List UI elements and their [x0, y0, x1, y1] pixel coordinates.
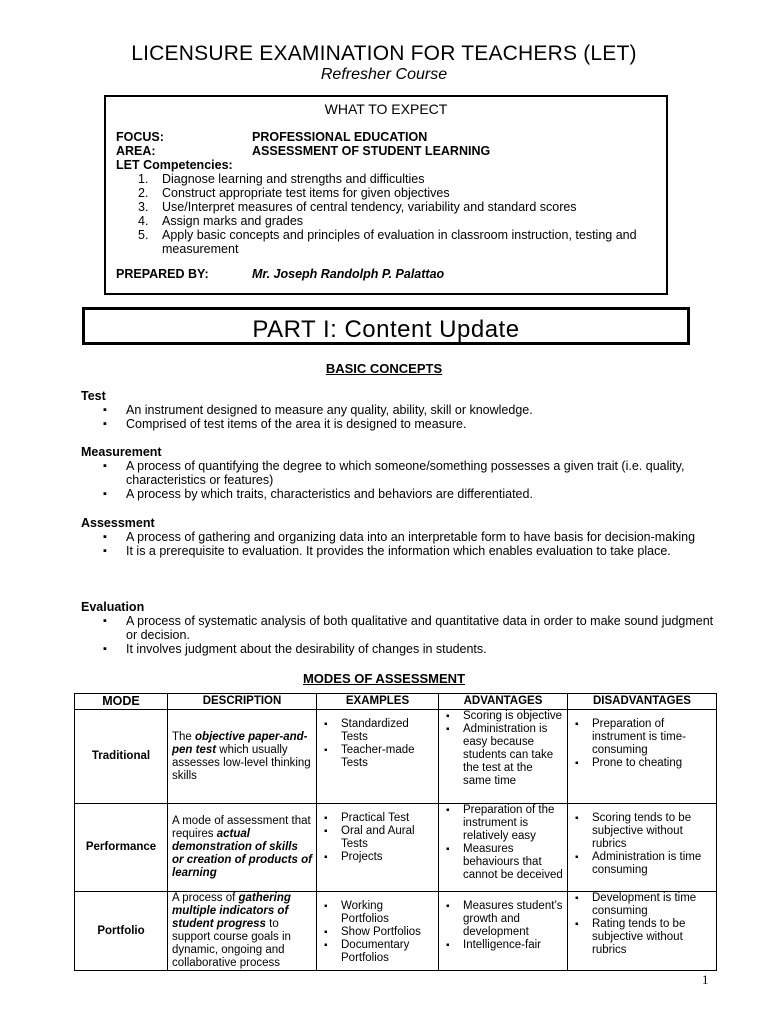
focus-row [116, 130, 428, 144]
column-header: EXAMPLES [317, 694, 439, 710]
advantages-cell [439, 892, 568, 971]
prepared-by-row [116, 267, 445, 281]
concept-point: ▪ Comprised of test items of the area it is designed to measure. [81, 417, 721, 431]
column-header: DESCRIPTION [168, 694, 317, 710]
competency-item: 1. Diagnose learning and strengths and difficulties [138, 172, 425, 186]
list-item: ▪ Working Portfolios [321, 900, 434, 926]
concept-point: ▪ A process by which traits, characteristics and behaviors are differentiated. [81, 487, 721, 501]
mode-cell: Portfolio [75, 892, 168, 971]
area-value: ASSESSMENT OF STUDENT LEARNING [252, 144, 491, 158]
table-row [75, 710, 717, 804]
competencies-list [116, 172, 661, 256]
disadvantages-cell [568, 710, 717, 804]
modes-of-assessment-table [74, 693, 717, 971]
list-item: ▪ Practical Test [321, 812, 434, 825]
competency-item: 3. Use/Interpret measures of central tendency, variability and standard scores [138, 200, 577, 214]
list-item: ▪ Scoring is objective [443, 710, 563, 723]
list-item: ▪ Documentary Portfolios [321, 939, 434, 965]
description-cell: A process of gathering multiple indicators of student progress to support course goals in dynamic, ongoing and collaborative process [168, 892, 317, 971]
competency-item: 5. Apply basic concepts and principles of evaluation in classroom instruction, testing and measurement [138, 228, 637, 256]
document-title: LICENSURE EXAMINATION FOR TEACHERS (LET) [131, 42, 637, 65]
list-item: ▪ Rating tends to be subjective without rubrics [572, 918, 712, 957]
mode-cell: Performance [75, 804, 168, 892]
description-cell: The objective paper-and-pen test which usually assesses low-level thinking skills [168, 710, 317, 804]
focus-label: FOCUS: [116, 130, 164, 144]
examples-cell [317, 892, 439, 971]
list-item: ▪ Administration is time consuming [572, 851, 712, 877]
competencies-label: LET Competencies: [116, 158, 233, 172]
competency-item: 2. Construct appropriate test items for given objectives [138, 186, 450, 200]
table-row [75, 804, 717, 892]
mode-cell: Traditional [75, 710, 168, 804]
concept-point: ▪ An instrument designed to measure any quality, ability, skill or knowledge. [81, 403, 721, 417]
table-header-row [75, 694, 717, 710]
concept-assessment [81, 516, 721, 558]
what-to-expect-box [104, 95, 668, 295]
concept-point: ▪ A process of gathering and organizing data into an interpretable form to have basis for decision-making [81, 530, 721, 544]
list-item: ▪ Show Portfolios [321, 926, 434, 939]
concept-point: ▪ A process of systematic analysis of both qualitative and quantitative data in order to make sound judgment or decision. [81, 614, 721, 642]
list-item: ▪ Development is time consuming [572, 892, 712, 918]
examples-cell [317, 804, 439, 892]
list-item: ▪ Administration is easy because students can take the test at the same time [443, 723, 563, 788]
what-to-expect-heading: WHAT TO EXPECT [324, 101, 448, 117]
description-cell: A mode of assessment that requires actual demonstration of skills or creation of products of learning [168, 804, 317, 892]
concept-measurement [81, 445, 721, 501]
list-item: ▪ Intelligence-fair [443, 939, 563, 952]
list-item: ▪ Projects [321, 851, 434, 864]
modes-of-assessment-heading: MODES OF ASSESSMENT [302, 671, 466, 686]
column-header: DISADVANTAGES [568, 694, 717, 710]
concept-term: Evaluation [81, 600, 145, 614]
list-item: ▪ Measures behaviours that cannot be deceived [443, 843, 563, 882]
column-header: ADVANTAGES [439, 694, 568, 710]
examples-cell [317, 710, 439, 804]
basic-concepts-heading: BASIC CONCEPTS [325, 361, 443, 376]
concept-term: Assessment [81, 516, 155, 530]
focus-value: PROFESSIONAL EDUCATION [252, 130, 428, 144]
list-item: ▪ Measures student’s growth and development [443, 900, 563, 939]
page-number: 1 [702, 972, 709, 987]
concept-evaluation [81, 600, 721, 656]
part-title: PART I: Content Update [252, 316, 520, 343]
list-item: ▪ Scoring tends to be subjective without rubrics [572, 812, 712, 851]
list-item: ▪ Standardized Tests [321, 718, 434, 744]
document-subtitle: Refresher Course [320, 66, 448, 83]
column-header: MODE [75, 694, 168, 710]
table-row [75, 892, 717, 971]
area-row [116, 144, 491, 158]
advantages-cell [439, 710, 568, 804]
concept-point: ▪ It is a prerequisite to evaluation. It provides the information which enables evaluation to take place. [81, 544, 721, 558]
list-item: ▪ Teacher-made Tests [321, 744, 434, 770]
concept-term: Test [81, 389, 106, 403]
competency-item: 4. Assign marks and grades [138, 214, 304, 228]
prepared-by-value: Mr. Joseph Randolph P. Palattao [252, 267, 445, 281]
concept-term: Measurement [81, 445, 162, 459]
part-heading-box [82, 307, 690, 345]
area-label: AREA: [116, 144, 156, 158]
list-item: ▪ Preparation of the instrument is relatively easy [443, 804, 563, 843]
prepared-by-label: PREPARED BY: [116, 267, 209, 281]
concept-point: ▪ A process of quantifying the degree to which someone/something possesses a given trait (i.e. quality, characteristics or features) [81, 459, 721, 487]
concept-point: ▪ It involves judgment about the desirability of changes in students. [81, 642, 721, 656]
list-item: ▪ Prone to cheating [572, 757, 712, 770]
disadvantages-cell [568, 892, 717, 971]
concept-test [81, 389, 721, 431]
advantages-cell [439, 804, 568, 892]
list-item: ▪ Oral and Aural Tests [321, 825, 434, 851]
list-item: ▪ Preparation of instrument is time-consuming [572, 718, 712, 757]
disadvantages-cell [568, 804, 717, 892]
